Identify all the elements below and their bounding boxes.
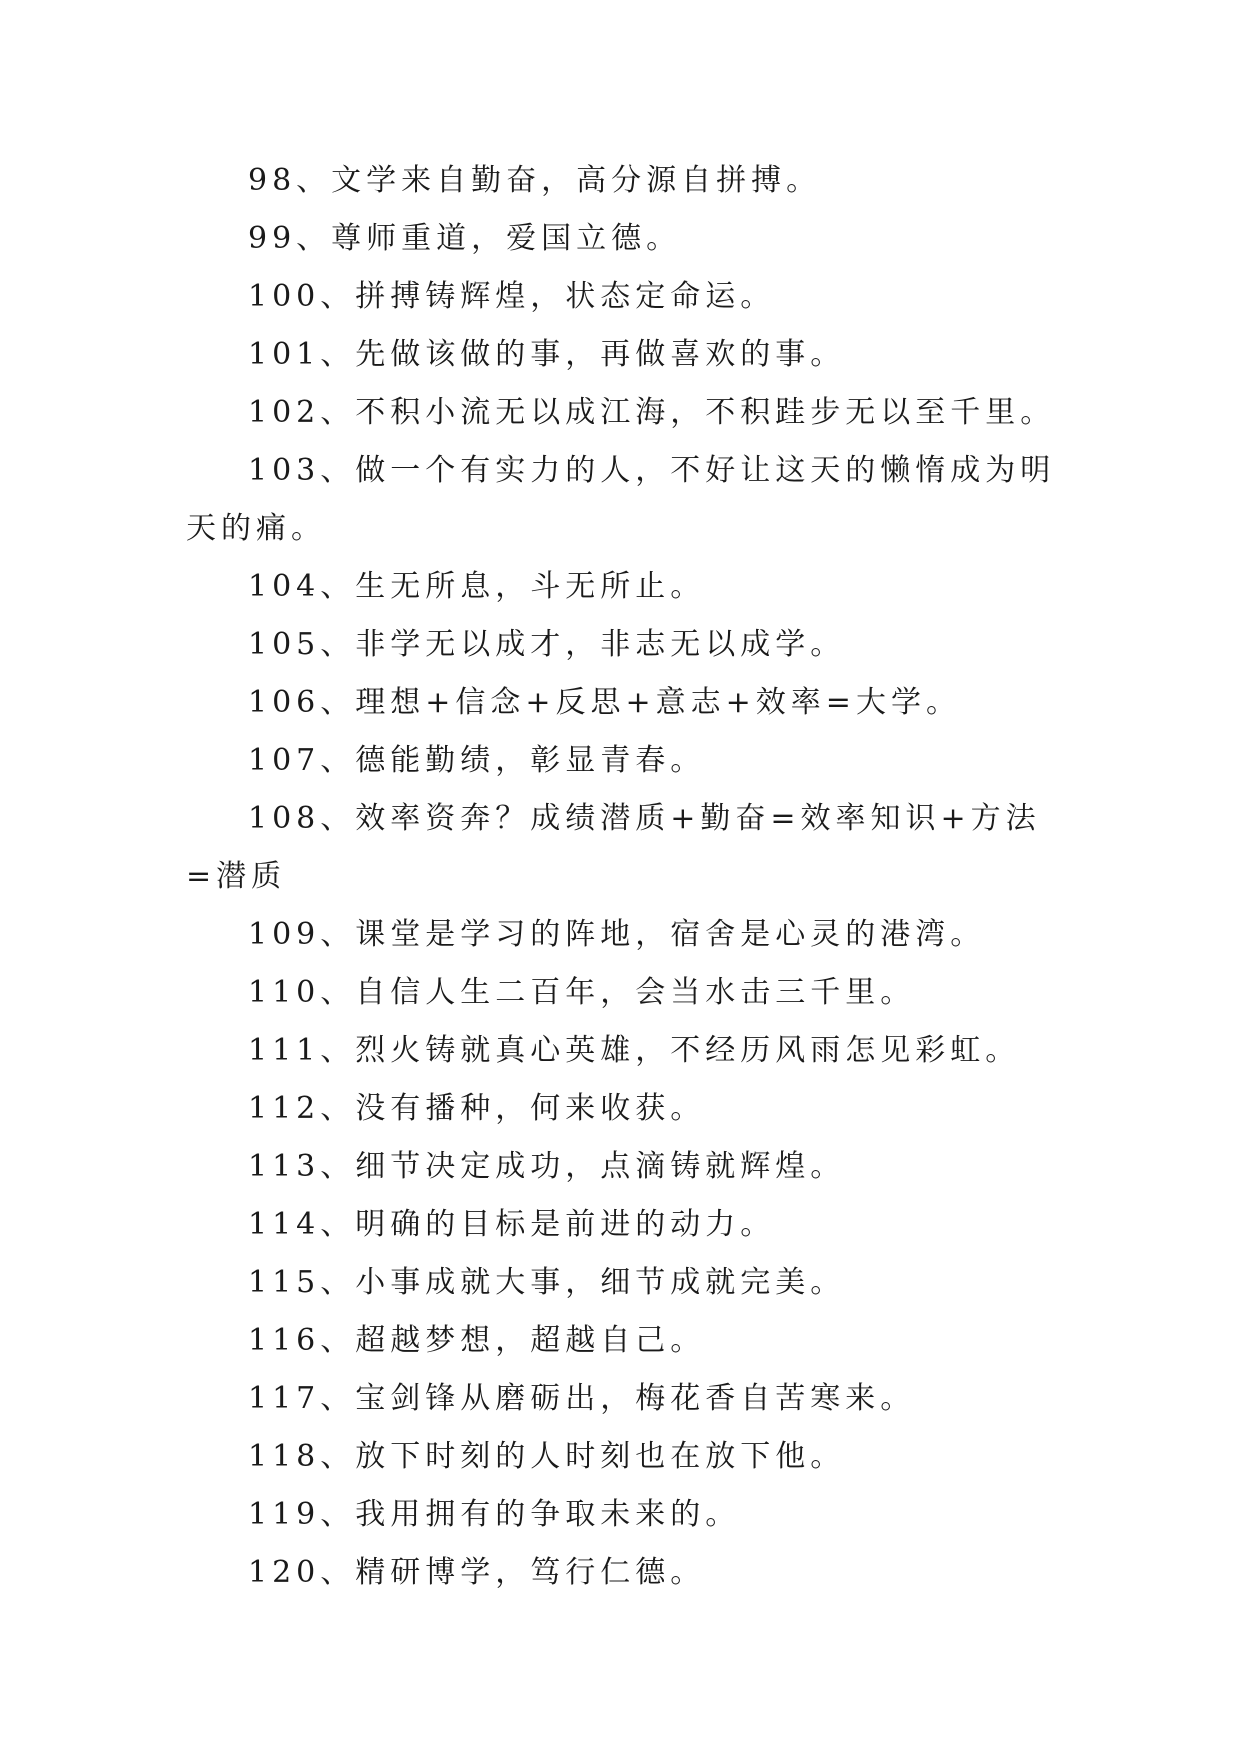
list-item: 120、精研博学，笃行仁德。 — [248, 1555, 706, 1590]
list-item: 102、不积小流无以成江海，不积跬步无以至千里。 — [248, 395, 1056, 430]
list-item: 115、小事成就大事，细节成就完美。 — [248, 1265, 846, 1300]
list-item: 118、放下时刻的人时刻也在放下他。 — [248, 1439, 846, 1474]
list-item: 114、明确的目标是前进的动力。 — [248, 1207, 776, 1242]
list-item: 103、做一个有实力的人，不好让这天的懒惰成为明天的痛。 — [186, 453, 1056, 546]
list-item: 101、先做该做的事，再做喜欢的事。 — [248, 337, 846, 372]
list-item: 109、课堂是学习的阵地，宿舍是心灵的港湾。 — [248, 917, 986, 952]
document-body — [186, 152, 1056, 1602]
list-item: 110、自信人生二百年，会当水击三千里。 — [248, 975, 916, 1010]
list-item: 108、效率资奔？成绩潜质+勤奋=效率知识+方法=潜质 — [186, 801, 1041, 894]
list-item: 117、宝剑锋从磨砺出，梅花香自苦寒来。 — [248, 1381, 916, 1416]
list-item: 107、德能勤绩，彰显青春。 — [248, 743, 706, 778]
list-item: 98、文学来自勤奋，高分源自拼搏。 — [248, 163, 822, 198]
list-item: 119、我用拥有的争取未来的。 — [248, 1497, 741, 1532]
list-item: 104、生无所息，斗无所止。 — [248, 569, 706, 604]
list-item: 116、超越梦想，超越自己。 — [248, 1323, 706, 1358]
list-item: 113、细节决定成功，点滴铸就辉煌。 — [248, 1149, 846, 1184]
list-item: 111、烈火铸就真心英雄，不经历风雨怎见彩虹。 — [248, 1033, 1021, 1068]
list-item: 100、拼搏铸辉煌，状态定命运。 — [248, 279, 776, 314]
list-item: 99、尊师重道，爱国立德。 — [248, 221, 682, 256]
list-item: 105、非学无以成才，非志无以成学。 — [248, 627, 846, 662]
list-item: 106、理想+信念+反思+意志+效率=大学。 — [248, 685, 961, 720]
list-item: 112、没有播种，何来收获。 — [248, 1091, 706, 1126]
